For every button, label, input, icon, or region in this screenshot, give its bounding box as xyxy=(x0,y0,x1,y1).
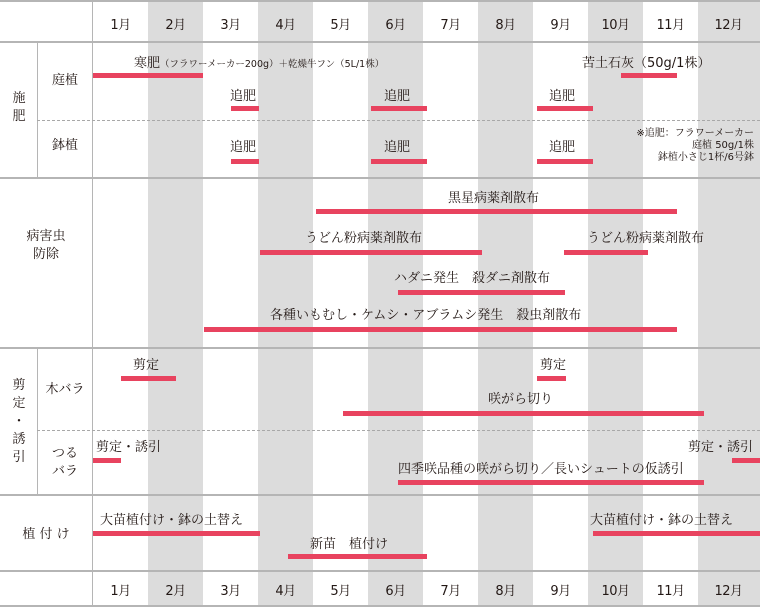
topdress-bar xyxy=(371,106,427,111)
topdress-label: 追肥 xyxy=(384,89,411,104)
blackspot-label: 黒星病薬剤散布 xyxy=(448,191,540,206)
climbing-deadhead-bar xyxy=(398,480,704,485)
prune-train-label: 剪定・誘引 xyxy=(96,440,162,455)
deadhead-bar xyxy=(343,411,704,416)
mite-bar xyxy=(398,290,565,295)
climbing-deadhead-label: 四季咲品種の咲がら切り／長いシュートの仮誘引 xyxy=(398,462,684,477)
month-footer: 9月 xyxy=(550,584,571,599)
month-footer: 12月 xyxy=(714,584,743,599)
month-header: 11月 xyxy=(656,18,685,33)
month-footer: 5月 xyxy=(330,584,351,599)
prune-train-bar xyxy=(93,458,121,463)
topdress-bar xyxy=(231,106,259,111)
month-stripe xyxy=(258,0,313,607)
topdress-label: 追肥 xyxy=(549,140,576,155)
section-fertilizer: 施 肥 xyxy=(12,91,26,124)
month-footer: 8月 xyxy=(495,584,516,599)
sub-pot: 鉢植 xyxy=(51,138,78,153)
mildew-bar xyxy=(564,250,648,255)
grid-line-dashed xyxy=(37,120,760,121)
month-footer: 3月 xyxy=(220,584,241,599)
month-header: 3月 xyxy=(220,18,241,33)
large-plant-bar xyxy=(93,531,260,536)
month-header: 8月 xyxy=(495,18,516,33)
mildew-label: うどん粉病薬剤散布 xyxy=(587,231,705,246)
section-planting: 植 付 け xyxy=(22,527,70,542)
month-header: 9月 xyxy=(550,18,571,33)
winter-fert-detail: （フラワーメーカー200g）＋乾燥牛フン（5L/1株） xyxy=(160,59,385,70)
large-plant-label: 大苗植付け・鉢の土替え xyxy=(590,513,734,528)
prune-train-label: 剪定・誘引 xyxy=(688,440,754,455)
winter-fert-bar xyxy=(93,73,203,78)
prune-bar xyxy=(121,376,176,381)
blackspot-bar xyxy=(316,209,677,214)
month-header: 1月 xyxy=(110,18,131,33)
label-column-divider xyxy=(92,0,93,607)
grid-line xyxy=(0,177,760,179)
month-header: 10月 xyxy=(601,18,630,33)
month-footer: 11月 xyxy=(656,584,685,599)
month-footer: 1月 xyxy=(110,584,131,599)
topdress-note: ※追肥：フラワーメーカー 庭植 50g/1株 鉢植小さじ1杯/6号鉢 xyxy=(636,128,754,163)
month-footer: 6月 xyxy=(385,584,406,599)
prune-label: 剪定 xyxy=(540,358,567,373)
month-header: 4月 xyxy=(275,18,296,33)
month-stripe xyxy=(478,0,533,607)
sub-column-divider xyxy=(37,42,38,178)
prune-train-bar xyxy=(732,458,760,463)
grid-line xyxy=(0,570,760,572)
large-plant-bar xyxy=(593,531,760,536)
month-header: 7月 xyxy=(440,18,461,33)
deadhead-label: 咲がら切り xyxy=(488,392,554,407)
grid-line xyxy=(0,41,760,43)
mite-label: ハダニ発生 殺ダニ剤散布 xyxy=(394,271,551,286)
sub-garden: 庭植 xyxy=(51,73,78,88)
new-plant-bar xyxy=(288,554,427,559)
lime-bar xyxy=(621,73,677,78)
month-footer: 4月 xyxy=(275,584,296,599)
mildew-label: うどん粉病薬剤散布 xyxy=(305,231,423,246)
grid-line xyxy=(0,494,760,496)
topdress-label: 追肥 xyxy=(384,140,411,155)
grid-line xyxy=(0,347,760,349)
topdress-bar xyxy=(537,106,593,111)
mildew-bar xyxy=(260,250,482,255)
topdress-label: 追肥 xyxy=(230,89,257,104)
sub-tree-rose: 木バラ xyxy=(45,382,85,397)
winter-fert-label xyxy=(134,55,384,73)
new-plant-label: 新苗 植付け xyxy=(310,537,389,552)
topdress-label: 追肥 xyxy=(230,140,257,155)
grid-line-dashed xyxy=(37,430,760,431)
grid-line xyxy=(0,0,760,2)
month-header: 2月 xyxy=(165,18,186,33)
winter-fert-main: 寒肥 xyxy=(134,56,161,71)
month-footer: 2月 xyxy=(165,584,186,599)
topdress-label: 追肥 xyxy=(549,89,576,104)
topdress-bar xyxy=(371,159,427,164)
month-header: 5月 xyxy=(330,18,351,33)
prune-bar xyxy=(537,376,566,381)
insect-label: 各種いもむし・ケムシ・アブラムシ発生 殺虫剤散布 xyxy=(270,308,582,323)
section-pest-control: 病害虫 防除 xyxy=(26,229,66,262)
topdress-bar xyxy=(231,159,259,164)
topdress-bar xyxy=(537,159,593,164)
insect-bar xyxy=(204,327,677,332)
month-footer: 10月 xyxy=(601,584,630,599)
prune-label: 剪定 xyxy=(133,358,160,373)
sub-climbing-rose: つる バラ xyxy=(51,446,78,479)
lime-label: 苦土石灰（50g/1株） xyxy=(582,56,711,71)
month-header: 12月 xyxy=(714,18,743,33)
month-footer: 7月 xyxy=(440,584,461,599)
month-header: 6月 xyxy=(385,18,406,33)
large-plant-label: 大苗植付け・鉢の土替え xyxy=(100,513,244,528)
section-pruning: 剪 定 ・ 誘 引 xyxy=(12,378,26,465)
